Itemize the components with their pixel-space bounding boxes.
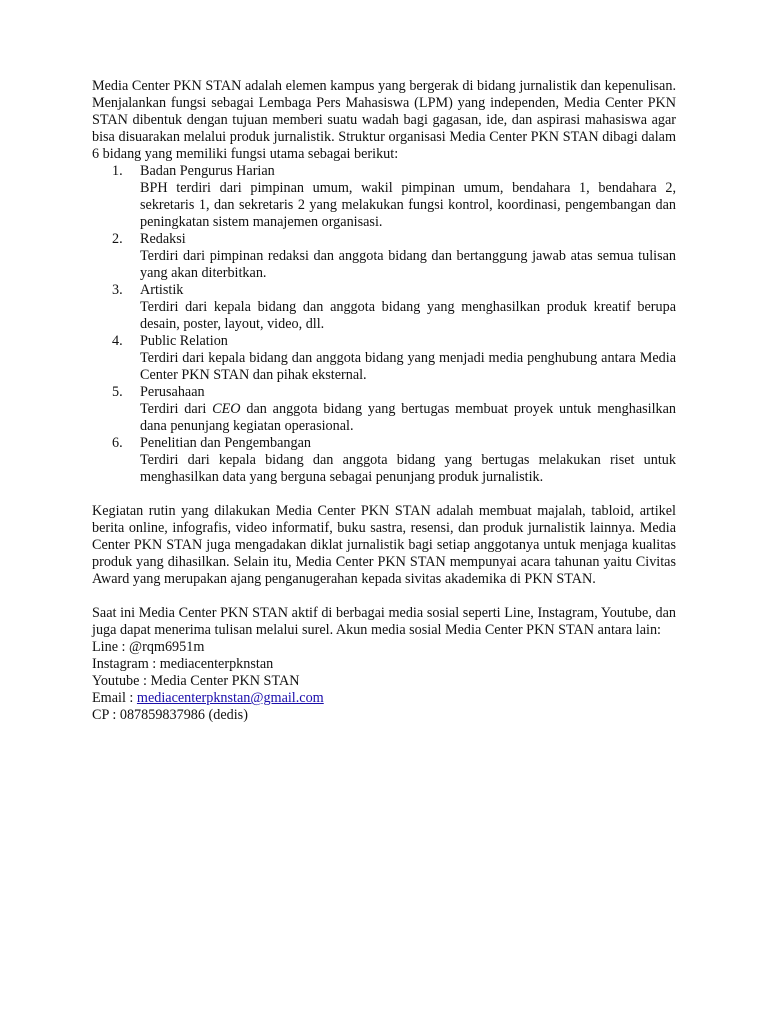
division-description: Terdiri dari kepala bidang dan anggota bidang yang bertugas melakukan riset untuk menghasilkan data yang berguna sebagai penunjang produk jurnalistik.	[140, 452, 676, 485]
ceo-term: CEO	[212, 401, 241, 417]
list-item	[92, 384, 676, 435]
document-page	[92, 78, 676, 724]
list-number: 5.	[112, 384, 123, 400]
line-account: Line : @rqm6951m	[92, 639, 205, 655]
division-description: Terdiri dari kepala bidang dan anggota bidang yang menjadi media penghubung antara Media Center PKN STAN dan pihak eksternal.	[140, 350, 676, 383]
intro-paragraph: Media Center PKN STAN adalah elemen kampus yang bergerak di bidang jurnalistik dan kepenulisan. Menjalankan fungsi sebagai Lembaga Pers Mahasiswa (LPM) yang independen, Media Center PKN STAN dibentuk dengan tujuan memberi suatu wadah bagi gagasan, ide, dan aspirasi mahasiswa agar bisa disuarakan melalui produk jurnalistik. Struktur organisasi Media Center PKN STAN dibagi dalam 6 bidang yang memiliki fungsi utama sebagai berikut:	[92, 78, 676, 162]
list-number: 2.	[112, 231, 123, 247]
division-description: BPH terdiri dari pimpinan umum, wakil pimpinan umum, bendahara 1, bendahara 2, sekretaris 1, dan sekretaris 2 yang melakukan fungsi kontrol, koordinasi, pengembangan dan peningkatan sistem manajemen organisasi.	[140, 180, 676, 230]
list-item	[92, 333, 676, 384]
list-number: 3.	[112, 282, 123, 298]
division-title: Redaksi	[140, 231, 186, 247]
description-text: Terdiri dari	[140, 401, 207, 417]
list-item	[92, 282, 676, 333]
division-title: Artistik	[140, 282, 184, 298]
division-title: Badan Pengurus Harian	[140, 163, 275, 179]
division-description: Terdiri dari pimpinan redaksi dan anggota bidang dan bertanggung jawab atas semua tulisan yang akan diterbitkan.	[140, 248, 676, 281]
youtube-account: Youtube : Media Center PKN STAN	[92, 673, 300, 689]
social-intro-paragraph: Saat ini Media Center PKN STAN aktif di berbagai media sosial seperti Line, Instagram, Youtube, dan juga dapat menerima tulisan melalui surel. Akun media sosial Media Center PKN STAN antara lain:	[92, 605, 676, 638]
divisions-list	[92, 163, 676, 486]
list-item	[92, 163, 676, 231]
email-link[interactable]: mediacenterpknstan@gmail.com	[136, 690, 324, 706]
email-label: Email :	[92, 690, 137, 706]
division-description: Terdiri dari kepala bidang dan anggota bidang yang menghasilkan produk kreatif berupa desain, poster, layout, video, dll.	[140, 299, 676, 332]
activities-paragraph: Kegiatan rutin yang dilakukan Media Center PKN STAN adalah membuat majalah, tabloid, artikel berita online, infografis, video informatif, buku sastra, resensi, dan produk jurnalistik lainnya. Media Center PKN STAN juga mengadakan diklat jurnalistik bagi setiap anggotanya untuk menjaga kualitas produk yang dihasilkan. Selain itu, Media Center PKN STAN mempunyai acara tahunan yaitu Civitas Award yang merupakan ajang penganugerahan kepada sivitas akademika di PKN STAN.	[92, 503, 676, 587]
division-title: Penelitian dan Pengembangan	[140, 435, 311, 451]
instagram-account: Instagram : mediacenterpknstan	[92, 656, 274, 672]
division-title: Public Relation	[140, 333, 228, 349]
list-number: 4.	[112, 333, 123, 349]
email-row	[92, 690, 676, 707]
paragraph-gap	[92, 588, 676, 605]
contact-list	[92, 639, 676, 724]
paragraph-gap	[92, 486, 676, 503]
list-number: 6.	[112, 435, 123, 451]
division-title: Perusahaan	[140, 384, 205, 400]
division-description	[140, 401, 676, 435]
description-text: dan anggota bidang yang bertugas membuat proyek untuk menghasilkan dana penunjang kegiatan operasional.	[140, 401, 676, 434]
list-number: 1.	[112, 163, 123, 179]
list-item	[92, 435, 676, 486]
list-item	[92, 231, 676, 282]
contact-person: CP : 087859837986 (dedis)	[92, 707, 248, 723]
